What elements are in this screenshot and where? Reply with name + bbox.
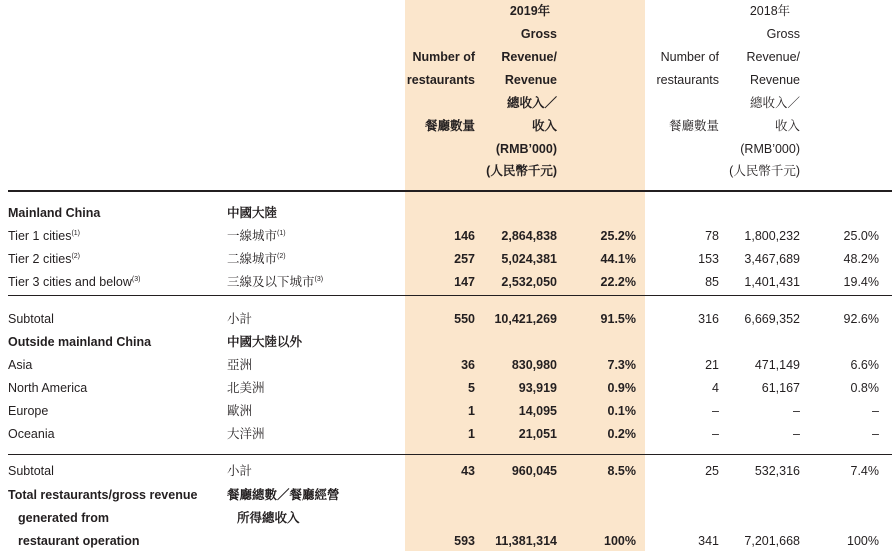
num-restaurants-2018-l1: Number of (660, 50, 719, 64)
revenue-2018: 1,401,431 (744, 275, 800, 289)
gross-2018-zh-l2: 收入 (774, 119, 800, 133)
total-label-en-l1: Total restaurants/gross revenue (8, 488, 198, 502)
revenue-2018: 471,149 (754, 358, 800, 372)
restaurants-2018: – (712, 427, 719, 441)
row-label-zh: 亞洲 (227, 358, 253, 372)
row-label-en: Oceania (8, 427, 55, 441)
total-label-en-l2: generated from (18, 511, 109, 525)
restaurants-2018: – (712, 404, 719, 418)
revenue-2019: 21,051 (518, 427, 557, 441)
restaurants-2018: 85 (705, 275, 719, 289)
revenue-2018: 532,316 (754, 464, 800, 478)
percent-2019: 25.2% (600, 229, 636, 243)
restaurants-2018: 316 (698, 312, 719, 326)
gross-2019-l1: Gross (520, 27, 557, 41)
gross-2019-zh-l2: 收入 (531, 119, 557, 133)
restaurants-2018: 341 (698, 534, 719, 548)
section-outside-en: Outside mainland China (8, 335, 152, 349)
percent-2018: 92.6% (843, 312, 879, 326)
unit-2019-en: (RMB’000) (495, 142, 557, 156)
revenue-2019: 830,980 (511, 358, 557, 372)
percent-2019: 0.2% (607, 427, 636, 441)
gross-2018-l1: Gross (766, 27, 800, 41)
restaurants-2018: 4 (712, 381, 719, 395)
row-label-en: North America (8, 381, 88, 395)
restaurants-2018: 153 (698, 252, 719, 266)
header-rule (8, 190, 892, 192)
revenue-2019: 960,045 (511, 464, 557, 478)
total-label-zh-l1: 餐廳總數／餐廳經營 (227, 488, 340, 502)
percent-2018: 48.2% (843, 252, 879, 266)
gross-2019-zh-l1: 總收入／ (506, 96, 557, 110)
total-label-en-l3: restaurant operation (18, 534, 140, 548)
row-label-en: Subtotal (8, 312, 54, 326)
restaurants-2019: 147 (454, 275, 475, 289)
row-label-zh: 北美洲 (227, 381, 265, 395)
restaurants-2019: 146 (454, 229, 475, 243)
restaurants-2019: 550 (454, 312, 475, 326)
footnote-marker: (2) (71, 252, 81, 260)
percent-2018: 6.6% (850, 358, 879, 372)
percent-2018: 7.4% (850, 464, 879, 478)
revenue-2019: 11,381,314 (495, 534, 557, 548)
revenue-2019: 2,864,838 (501, 229, 557, 243)
percent-2018: 19.4% (843, 275, 879, 289)
num-restaurants-2019-l2: restaurants (406, 73, 475, 87)
revenue-2018: 3,467,689 (744, 252, 800, 266)
restaurants-2019: 43 (461, 464, 475, 478)
revenue-2018: – (793, 404, 800, 418)
restaurants-2019: 36 (461, 358, 475, 372)
percent-2019: 22.2% (600, 275, 636, 289)
unit-2018-en: (RMB’000) (740, 142, 800, 156)
footnote-marker: (3) (314, 275, 324, 283)
revenue-2019: 5,024,381 (501, 252, 557, 266)
restaurants-2019: 1 (468, 427, 475, 441)
num-restaurants-2018-l2: restaurants (656, 73, 719, 87)
restaurants-2018: 21 (705, 358, 719, 372)
footnote-marker: (1) (71, 229, 81, 237)
row-label-zh: 二線城市 (227, 252, 278, 266)
outside-rule (8, 454, 892, 455)
row-label-en: Subtotal (8, 464, 54, 478)
percent-2018: – (872, 427, 879, 441)
row-label-en: Tier 2 cities (8, 252, 72, 266)
num-restaurants-2018-zh: 餐廳數量 (668, 119, 719, 133)
row-label-en: Tier 3 cities and below (8, 275, 132, 289)
row-label-zh: 歐洲 (227, 404, 253, 418)
row-label-en: Tier 1 cities (8, 229, 72, 243)
row-label-zh: 小計 (227, 464, 253, 478)
section-mainland-en: Mainland China (8, 206, 101, 220)
percent-2019: 7.3% (607, 358, 636, 372)
percent-2019: 91.5% (600, 312, 636, 326)
unit-2018-zh: (人民幣千元) (729, 164, 800, 178)
mainland-rule (8, 295, 892, 296)
num-restaurants-2019-l1: Number of (412, 50, 475, 64)
restaurants-2018: 25 (705, 464, 719, 478)
year-2019-label: 2019年 (509, 4, 551, 18)
revenue-2018: 6,669,352 (744, 312, 800, 326)
gross-2019-l2: Revenue/ (501, 50, 557, 64)
percent-2018: 25.0% (843, 229, 879, 243)
restaurants-2019: 5 (468, 381, 475, 395)
section-mainland-zh: 中國大陸 (227, 206, 278, 220)
restaurants-2018: 78 (705, 229, 719, 243)
revenue-2019: 14,095 (518, 404, 557, 418)
footnote-marker: (3) (131, 275, 141, 283)
restaurants-2019: 257 (454, 252, 475, 266)
revenue-2019: 93,919 (518, 381, 557, 395)
restaurants-2019: 593 (454, 534, 475, 548)
percent-2018: 100% (847, 534, 879, 548)
percent-2018: – (872, 404, 879, 418)
percent-2019: 0.1% (607, 404, 636, 418)
num-restaurants-2019-zh: 餐廳數量 (424, 119, 475, 133)
revenue-2018: 7,201,668 (744, 534, 800, 548)
section-outside-zh: 中國大陸以外 (227, 335, 303, 349)
percent-2018: 0.8% (850, 381, 879, 395)
row-label-zh: 一線城市 (227, 229, 278, 243)
gross-2019-l3: Revenue (504, 73, 557, 87)
revenue-2019: 2,532,050 (501, 275, 557, 289)
gross-2018-l3: Revenue (749, 73, 800, 87)
gross-2018-zh-l1: 總收入／ (749, 96, 800, 110)
revenue-2018: 61,167 (761, 381, 800, 395)
percent-2019: 0.9% (607, 381, 636, 395)
year-2018-label: 2018年 (749, 4, 791, 18)
total-label-zh-l2: 所得總收入 (237, 511, 300, 525)
row-label-en: Europe (8, 404, 49, 418)
unit-2019-zh: (人民幣千元) (486, 164, 557, 178)
revenue-2018: – (793, 427, 800, 441)
footnote-marker: (2) (277, 252, 286, 260)
row-label-zh: 大洋洲 (227, 427, 265, 441)
revenue-2019: 10,421,269 (494, 312, 557, 326)
row-label-zh: 三線及以下城市 (227, 275, 315, 289)
gross-2018-l2: Revenue/ (746, 50, 800, 64)
restaurants-2019: 1 (468, 404, 475, 418)
footnote-marker: (1) (277, 229, 286, 237)
revenue-2018: 1,800,232 (744, 229, 800, 243)
row-label-en: Asia (8, 358, 33, 372)
row-label-zh: 小計 (227, 312, 253, 326)
percent-2019: 8.5% (607, 464, 636, 478)
percent-2019: 100% (604, 534, 636, 548)
percent-2019: 44.1% (600, 252, 636, 266)
